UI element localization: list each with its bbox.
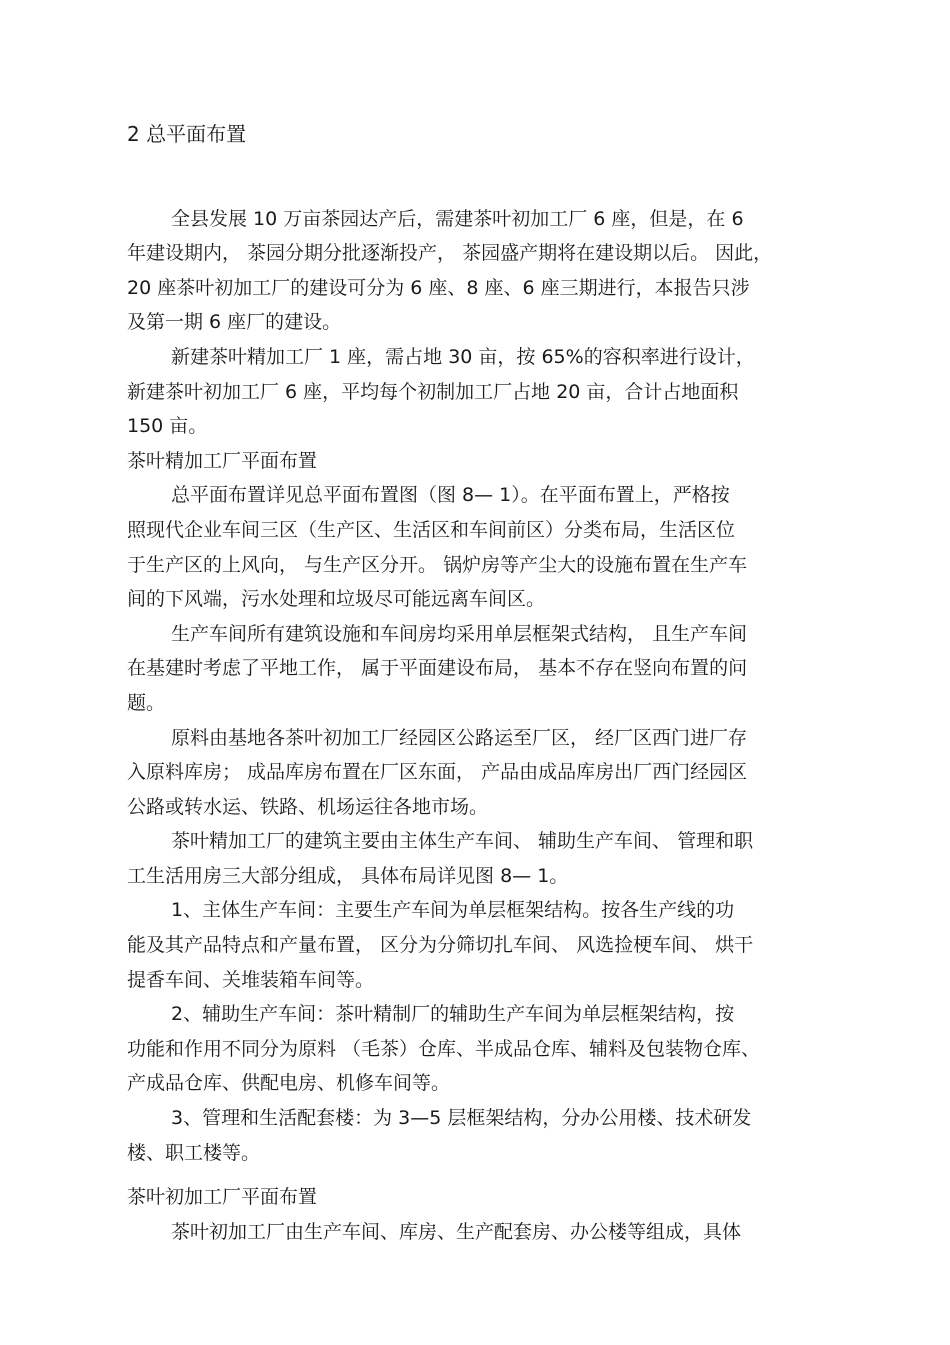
spacer <box>127 1170 835 1180</box>
text-line: 公路或转水运、铁路、机场运往各地市场。 <box>127 795 489 818</box>
text-line: 年建设期内， 茶园分期分批逐渐投产， 茶园盛产期将在建设期以后。 因此， <box>127 242 773 265</box>
text-line: 间的下风端，污水处理和垃圾尽可能远离车间区。 <box>127 588 546 611</box>
text-line: 新建茶叶初加工厂 6 座，平均每个初制加工厂占地 20 亩，合计占地面积 <box>127 380 739 403</box>
text-line: 原料由基地各茶叶初加工厂经园区公路运至厂区， 经厂区西门进厂存 <box>171 726 748 749</box>
paragraph-6 <box>127 824 835 893</box>
paragraph-5 <box>127 721 835 825</box>
text-line: 楼、职工楼等。 <box>127 1141 261 1164</box>
text-line: 全县发展 10 万亩茶园达产后，需建茶叶初加工厂 6 座，但是，在 6 <box>171 207 744 230</box>
paragraph-3 <box>127 478 835 616</box>
text-line: 功能和作用不同分为原料 （毛茶）仓库、半成品仓库、辅料及包装物仓库、 <box>127 1037 761 1060</box>
text-line: 入原料库房； 成品库房布置在厂区东面， 产品由成品库房出厂西门经园区 <box>127 761 748 784</box>
text-line: 茶叶初加工厂由生产车间、库房、生产配套房、办公楼等组成，具体 <box>171 1220 742 1243</box>
text-line: 1、主体生产车间：主要生产车间为单层框架结构。按各生产线的功 <box>171 899 735 922</box>
text-line: 在基建时考虑了平地工作， 属于平面建设布局， 基本不存在竖向布置的问 <box>127 657 748 680</box>
text-line: 新建茶叶精加工厂 1 座，需占地 30 亩，按 65%的容积率进行设计， <box>171 345 755 368</box>
paragraph-4 <box>127 617 835 721</box>
subsection-heading: 茶叶精加工厂平面布置 <box>127 449 318 472</box>
text-line: 3、管理和生活配套楼：为 3—5 层框架结构，分办公用楼、技术研发 <box>171 1107 752 1130</box>
text-line: 于生产区的上风向， 与生产区分开。 锅炉房等产尘大的设施布置在生产车 <box>127 553 748 576</box>
text-line: 提香车间、关堆装箱车间等。 <box>127 968 375 991</box>
subsection-heading: 茶叶初加工厂平面布置 <box>127 1186 318 1209</box>
text-line: 茶叶精加工厂的建筑主要由主体生产车间、 辅助生产车间、 管理和职 <box>171 830 754 853</box>
text-line: 2、辅助生产车间：茶叶精制厂的辅助生产车间为单层框架结构，按 <box>171 1003 735 1026</box>
paragraph-1 <box>127 202 835 340</box>
document-page <box>127 117 835 1249</box>
section-title: 2 总平面布置 <box>127 122 247 146</box>
spacer <box>127 152 835 202</box>
paragraph-7 <box>127 893 835 997</box>
text-line: 及第一期 6 座厂的建设。 <box>127 311 342 334</box>
text-line: 工生活用房三大部分组成， 具体布局详见图 8— 1。 <box>127 864 569 887</box>
text-line: 题。 <box>127 691 166 714</box>
text-line: 150 亩。 <box>127 415 208 438</box>
text-line: 能及其产品特点和产量布置， 区分为分筛切扎车间、 风选捡梗车间、 烘干 <box>127 934 754 957</box>
text-line: 20 座茶叶初加工厂的建设可分为 6 座、8 座、6 座三期进行，本报告只涉 <box>127 276 750 299</box>
paragraph-8 <box>127 997 835 1101</box>
paragraph-9 <box>127 1101 835 1170</box>
text-line: 产成品仓库、供配电房、机修车间等。 <box>127 1072 451 1095</box>
text-line: 照现代企业车间三区（生产区、生活区和车间前区）分类布局，生活区位 <box>127 518 736 541</box>
paragraph-2 <box>127 340 835 444</box>
text-line: 生产车间所有建筑设施和车间房均采用单层框架式结构， 且生产车间 <box>171 622 748 645</box>
paragraph-10 <box>127 1215 835 1250</box>
text-line: 总平面布置详见总平面布置图（图 8— 1）。在平面布置上，严格按 <box>171 484 730 507</box>
